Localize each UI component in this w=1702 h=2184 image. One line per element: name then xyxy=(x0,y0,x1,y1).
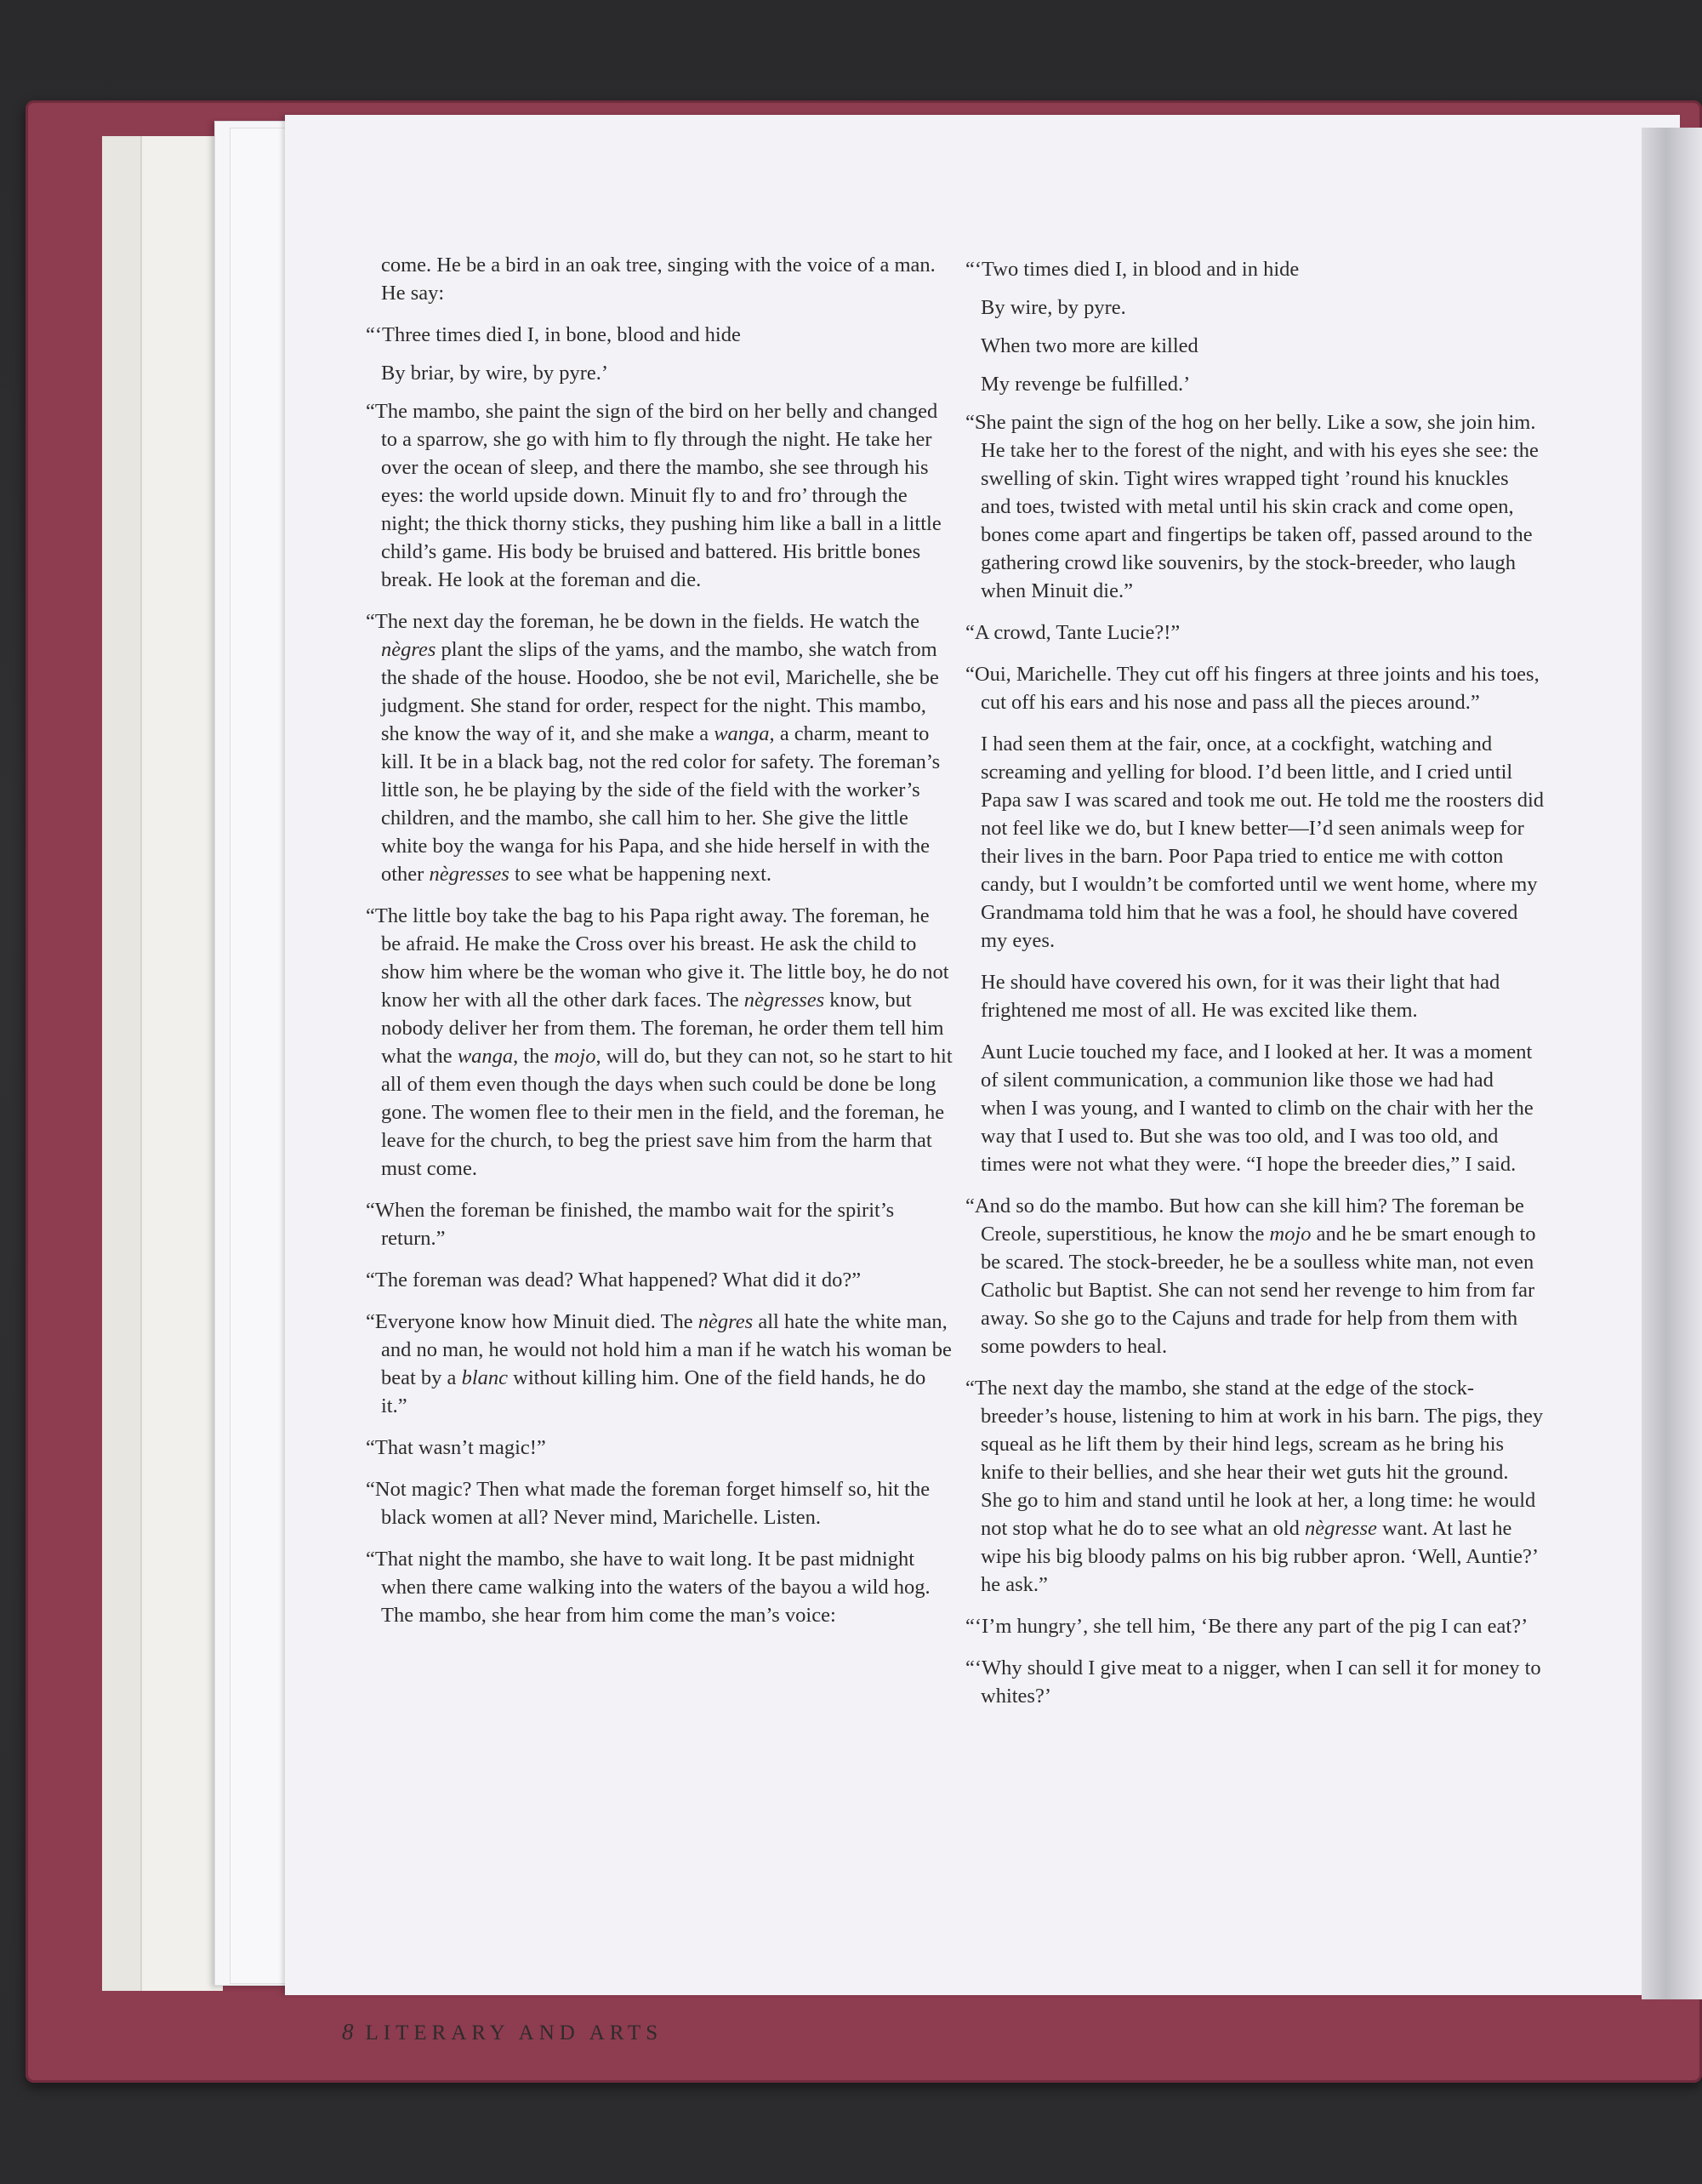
right-text-column xyxy=(965,255,1544,1724)
right_column-paragraph: When two more are killed xyxy=(981,334,1198,357)
right_column-paragraph: He should have covered his own, for it was their light that had frightened me most of all. He was excited like them. xyxy=(981,971,1500,1022)
left_column-paragraph: “‘Three times died I, in bone, blood and hide xyxy=(366,323,741,346)
left-text-column xyxy=(366,251,953,1643)
right_column-paragraph: Aunt Lucie touched my face, and I looked at her. It was a moment of silent communication, a communion like those we had had when I was young, and I wanted to climb on the chair with her the way that I used to. But she was too old, and I was too old, and times were not what they were. “I hope the breeder dies,” I said. xyxy=(981,1041,1534,1176)
left_column-paragraph: “The little boy take the bag to his Papa right away. The foreman, he be afraid. He make the Cross over his breast. He ask the child to show him where be the woman who give it. The little boy, he do not know her with all the other dark faces. The nègresses know, but nobody deliver her from them. The foreman, he order them tell him what the wanga, the mojo, will do, but they can not, so he start to hit all of them even though the days when such could be done be long gone. The women flee to their men in the field, and the foreman, he leave for the church, to beg the priest save him from the harm that must come. xyxy=(366,904,953,1180)
page-footer xyxy=(342,2019,663,2045)
left_column-paragraph: come. He be a bird in an oak tree, singing with the voice of a man. He say: xyxy=(381,254,936,305)
right_column-paragraph: “‘I’m hungry’, she tell him, ‘Be there any part of the pig I can eat?’ xyxy=(965,1615,1528,1638)
left_column-paragraph: “When the foreman be finished, the mambo wait for the spirit’s return.” xyxy=(366,1199,895,1250)
left_column-paragraph: “Everyone know how Minuit died. The nègres all hate the white man, and no man, he would not hold him a man if he watch his woman be beat by a blanc without killing him. One of the field hands, he do it.” xyxy=(366,1310,952,1417)
left_column-paragraph: “Not magic? Then what made the foreman forget himself so, hit the black women at all? Never mind, Marichelle. Listen. xyxy=(366,1478,931,1529)
left_column-paragraph: “The next day the foreman, he be down in the fields. He watch the nègres plant the slips of the yams, and the mambo, she watch from the shade of the house. Hoodoo, she be not evil, Marichelle, she be judgment. She stand for order, respect for the night. This mambo, she know the way of it, and she make a wanga, a charm, meant to kill. It be in a black bag, not the red color for safety. The foreman’s little son, he be playing by the side of the field with the worker’s children, and the mambo, she call him to her. She give the little white boy the wanga for his Papa, and she hide herself in with the other nègresses to see what be happening next. xyxy=(366,610,941,886)
right_column-paragraph: By wire, by pyre. xyxy=(981,296,1126,319)
right_column-paragraph: “‘Why should I give meat to a nigger, when I can sell it for money to whites?’ xyxy=(965,1657,1541,1708)
right_column-paragraph: “And so do the mambo. But how can she kill him? The foreman be Creole, superstitious, he know the mojo and he be smart enough to be scared. The stock-breeder, he be a soulless white man, not even Catholic but Baptist. She can not send her revenge to him from far away. So she go to the Cajuns and trade for help from them with some powders to heal. xyxy=(965,1195,1536,1358)
page-number: 8 xyxy=(342,2019,354,2044)
left_column-paragraph: “That wasn’t magic!” xyxy=(366,1436,546,1459)
section-title: LITERARY AND ARTS xyxy=(365,2021,663,2044)
left_column-paragraph: “That night the mambo, she have to wait long. It be past midnight when there came walking into the waters of the bayou a wild hog. The mambo, she hear from him come the man’s voice: xyxy=(366,1548,931,1627)
right_column-paragraph: My revenge be fulfilled.’ xyxy=(981,373,1191,396)
left_column-paragraph: By briar, by wire, by pyre.’ xyxy=(381,362,609,385)
right_column-paragraph: “‘Two times died I, in blood and in hide xyxy=(965,258,1300,281)
endpaper-edge xyxy=(140,136,223,1991)
left_column-paragraph: “The mambo, she paint the sign of the bird on her belly and changed to a sparrow, she go with him to fly through the night. He take her over the ocean of sleep, and there the mambo, she see through his eyes: the world upside down. Minuit fly to and fro’ through the night; the thick thorny sticks, they pushing him like a ball in a little child’s game. His body be bruised and battered. His brittle bones break. He look at the foreman and die. xyxy=(366,400,942,591)
left_column-paragraph: “The foreman was dead? What happened? What did it do?” xyxy=(366,1269,862,1292)
right_column-paragraph: “A crowd, Tante Lucie?!” xyxy=(965,621,1181,644)
right_column-paragraph: “The next day the mambo, she stand at the edge of the stock-breeder’s house, listening to him at work in his barn. The pigs, they squeal as he lift them by their hind legs, scream as he bring his knife to their bellies, and she hear their wet guts hit the ground. She go to him and stand until he look at her, a long time: he would not stop what he do to see what an old nègresse want. At last he wipe his big bloody palms on his big rubber apron. ‘Well, Auntie?’ he ask.” xyxy=(965,1377,1544,1596)
right_column-paragraph: I had seen them at the fair, once, at a cockfight, watching and screaming and yelling for blood. I’d been little, and I cried until Papa saw I was scared and took me out. He told me the roosters did not feel like we do, but I knew better—I’d seen animals weep for their lives in the barn. Poor Papa tried to entice me with cotton candy, but I wouldn’t be comforted until we went home, where my Grandmama told him that he was a fool, he should have covered my eyes. xyxy=(981,733,1545,952)
page-fore-edge xyxy=(1642,128,1702,1999)
right_column-paragraph: “She paint the sign of the hog on her belly. Like a sow, she join him. He take her to the forest of the night, and with his eyes she see: the swelling of skin. Tight wires wrapped tight ’round his knuckles and toes, twisted with metal until his skin crack and come open, bones come apart and fingertips be taken off, passed around to the gathering crowd like souvenirs, by the stock-breeder, who laugh when Minuit die.” xyxy=(965,411,1539,602)
right_column-paragraph: “Oui, Marichelle. They cut off his fingers at three joints and his toes, cut off his ears and his nose and pass all the pieces around.” xyxy=(965,663,1540,714)
